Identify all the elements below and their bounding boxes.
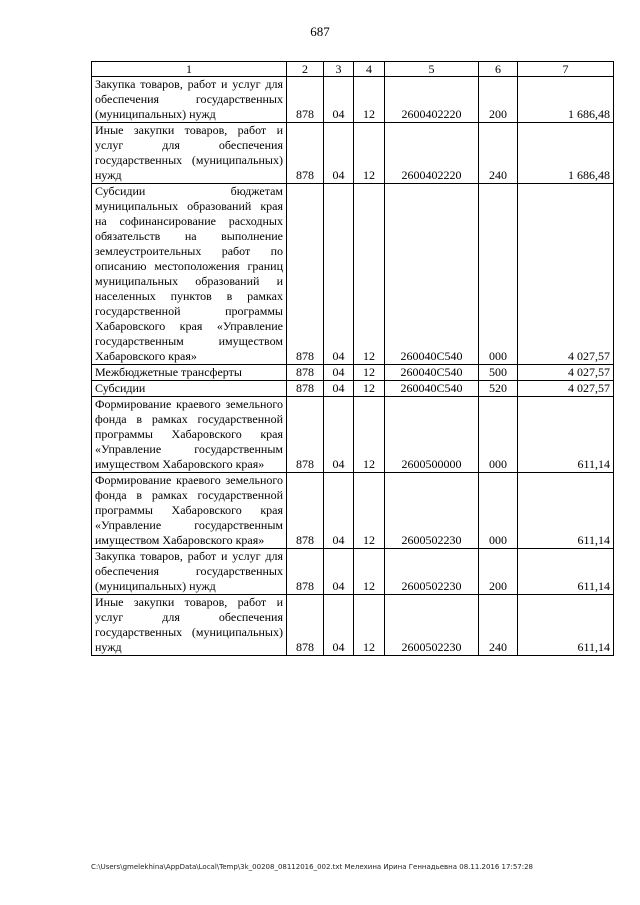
row-expense-type-cell: 520 bbox=[479, 381, 518, 397]
row-amount-cell: 611,14 bbox=[518, 549, 614, 595]
header-cell: 5 bbox=[385, 62, 479, 77]
row-subsection-cell: 12 bbox=[354, 184, 385, 365]
row-amount-cell: 611,14 bbox=[518, 397, 614, 473]
row-amount-cell: 611,14 bbox=[518, 595, 614, 656]
row-section-cell: 04 bbox=[324, 381, 354, 397]
row-name-cell: Закупка товаров, работ и услуг для обеспечения государственных (муниципальных) нужд bbox=[92, 77, 287, 123]
row-section-cell: 04 bbox=[324, 365, 354, 381]
table-row bbox=[92, 184, 614, 365]
row-subsection-cell: 12 bbox=[354, 595, 385, 656]
row-expense-type-cell: 240 bbox=[479, 595, 518, 656]
row-code-cell: 878 bbox=[287, 365, 324, 381]
row-target-article-cell: 260040С540 bbox=[385, 381, 479, 397]
header-cell: 2 bbox=[287, 62, 324, 77]
table-row bbox=[92, 595, 614, 656]
row-section-cell: 04 bbox=[324, 184, 354, 365]
row-name-cell: Формирование краевого земельного фонда в рамках государственной программы Хабаровского края «Управление государственным имуществом Хабаровского края» bbox=[92, 473, 287, 549]
row-code-cell: 878 bbox=[287, 123, 324, 184]
row-subsection-cell: 12 bbox=[354, 381, 385, 397]
row-section-cell: 04 bbox=[324, 123, 354, 184]
row-code-cell: 878 bbox=[287, 77, 324, 123]
header-cell: 7 bbox=[518, 62, 614, 77]
table-row bbox=[92, 473, 614, 549]
row-target-article-cell: 2600500000 bbox=[385, 397, 479, 473]
row-expense-type-cell: 000 bbox=[479, 184, 518, 365]
table-row bbox=[92, 123, 614, 184]
row-subsection-cell: 12 bbox=[354, 365, 385, 381]
row-amount-cell: 4 027,57 bbox=[518, 184, 614, 365]
row-expense-type-cell: 500 bbox=[479, 365, 518, 381]
table-row bbox=[92, 549, 614, 595]
row-name-cell: Иные закупки товаров, работ и услуг для обеспечения государственных (муниципальных) нужд bbox=[92, 123, 287, 184]
row-subsection-cell: 12 bbox=[354, 549, 385, 595]
row-target-article-cell: 260040С540 bbox=[385, 365, 479, 381]
row-section-cell: 04 bbox=[324, 397, 354, 473]
row-amount-cell: 4 027,57 bbox=[518, 381, 614, 397]
table-row bbox=[92, 381, 614, 397]
row-code-cell: 878 bbox=[287, 595, 324, 656]
row-section-cell: 04 bbox=[324, 549, 354, 595]
table-row bbox=[92, 397, 614, 473]
row-code-cell: 878 bbox=[287, 397, 324, 473]
page-number: 687 bbox=[310, 24, 330, 39]
row-amount-cell: 1 686,48 bbox=[518, 77, 614, 123]
row-section-cell: 04 bbox=[324, 595, 354, 656]
row-amount-cell: 611,14 bbox=[518, 473, 614, 549]
row-name-cell: Закупка товаров, работ и услуг для обеспечения государственных (муниципальных) нужд bbox=[92, 549, 287, 595]
row-name-cell: Иные закупки товаров, работ и услуг для обеспечения государственных (муниципальных) нужд bbox=[92, 595, 287, 656]
row-section-cell: 04 bbox=[324, 473, 354, 549]
row-code-cell: 878 bbox=[287, 184, 324, 365]
header-cell: 4 bbox=[354, 62, 385, 77]
row-expense-type-cell: 200 bbox=[479, 549, 518, 595]
row-target-article-cell: 2600502230 bbox=[385, 549, 479, 595]
table-row bbox=[92, 365, 614, 381]
row-amount-cell: 1 686,48 bbox=[518, 123, 614, 184]
file-path-footer: C:\Users\gmelekhina\AppData\Local\Temp\3k_00208_08112016_002.txt Мелехина Ирина Геннадьевна 08.11.2016 17:57:28 bbox=[91, 863, 533, 871]
row-target-article-cell: 260040С540 bbox=[385, 184, 479, 365]
row-subsection-cell: 12 bbox=[354, 77, 385, 123]
row-expense-type-cell: 200 bbox=[479, 77, 518, 123]
row-subsection-cell: 12 bbox=[354, 473, 385, 549]
row-target-article-cell: 2600502230 bbox=[385, 473, 479, 549]
row-expense-type-cell: 000 bbox=[479, 473, 518, 549]
row-expense-type-cell: 000 bbox=[479, 397, 518, 473]
header-cell: 1 bbox=[92, 62, 287, 77]
table-header-row bbox=[92, 62, 614, 77]
header-cell: 3 bbox=[324, 62, 354, 77]
row-subsection-cell: 12 bbox=[354, 397, 385, 473]
row-target-article-cell: 2600502230 bbox=[385, 595, 479, 656]
row-name-cell: Субсидии бюджетам муниципальных образований края на софинансирование расходных обязательств на выполнение землеустроительных работ по описанию местоположения границ муниципальных образований и населенных пунктов в рамках государственной программы Хабаровского края «Управление государственным имуществом Хабаровского края» bbox=[92, 184, 287, 365]
row-expense-type-cell: 240 bbox=[479, 123, 518, 184]
row-name-cell: Субсидии bbox=[92, 381, 287, 397]
row-code-cell: 878 bbox=[287, 381, 324, 397]
budget-table bbox=[91, 61, 614, 656]
row-amount-cell: 4 027,57 bbox=[518, 365, 614, 381]
row-code-cell: 878 bbox=[287, 549, 324, 595]
row-target-article-cell: 2600402220 bbox=[385, 123, 479, 184]
row-section-cell: 04 bbox=[324, 77, 354, 123]
row-target-article-cell: 2600402220 bbox=[385, 77, 479, 123]
row-subsection-cell: 12 bbox=[354, 123, 385, 184]
row-name-cell: Формирование краевого земельного фонда в рамках государственной программы Хабаровского края «Управление государственным имуществом Хабаровского края» bbox=[92, 397, 287, 473]
header-cell: 6 bbox=[479, 62, 518, 77]
row-name-cell: Межбюджетные трансферты bbox=[92, 365, 287, 381]
table-row bbox=[92, 77, 614, 123]
row-code-cell: 878 bbox=[287, 473, 324, 549]
